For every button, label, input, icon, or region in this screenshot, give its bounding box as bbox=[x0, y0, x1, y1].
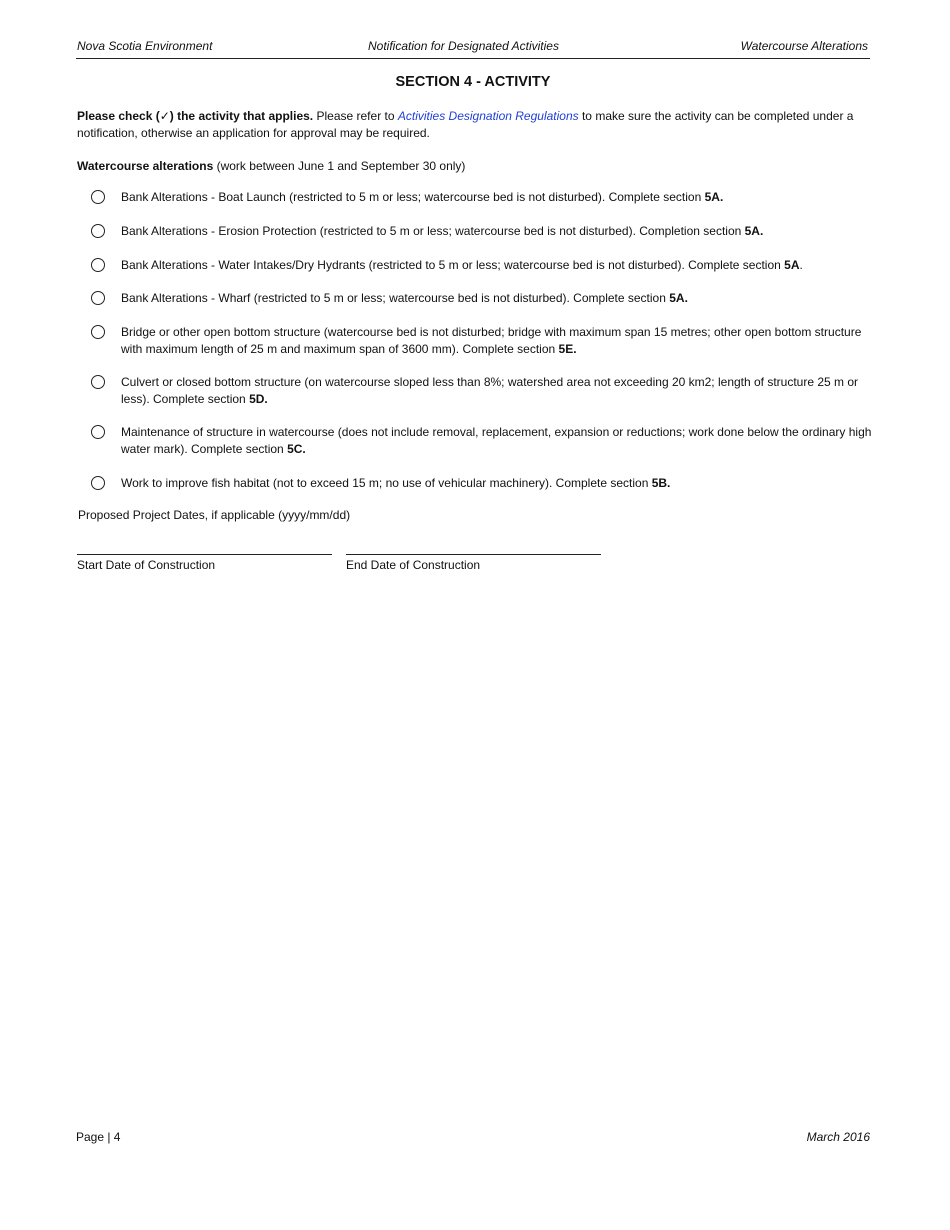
intro-text-before-link: Please refer to bbox=[313, 109, 398, 123]
radio-button[interactable] bbox=[91, 190, 105, 204]
radio-button[interactable] bbox=[91, 224, 105, 238]
radio-button[interactable] bbox=[91, 325, 105, 339]
radio-button[interactable] bbox=[91, 291, 105, 305]
option-label: Maintenance of structure in watercourse (does not include removal, replacement, expansion or reductions; work done below the ordinary high water mark). Complete section 5C. bbox=[121, 425, 872, 456]
start-date-caption: Start Date of Construction bbox=[77, 558, 216, 572]
footer-date: March 2016 bbox=[806, 1130, 870, 1144]
header-topic: Watercourse Alterations bbox=[740, 39, 868, 53]
radio-button[interactable] bbox=[91, 476, 105, 490]
option-label: Bank Alterations - Erosion Protection (restricted to 5 m or less; watercourse bed is not disturbed). Completion section 5A. bbox=[121, 224, 764, 238]
page-header bbox=[76, 38, 870, 59]
intro-instruction: Please check (✓) the activity that applies. bbox=[77, 109, 314, 123]
option-label: Bridge or other open bottom structure (watercourse bed is not disturbed; bridge with maximum span 15 metres; other open bottom structure with maximum length of 25 m and maximum span of 3600 mm). Complete section 5E. bbox=[121, 325, 862, 356]
option-label: Bank Alterations - Boat Launch (restricted to 5 m or less; watercourse bed is not disturbed). Complete section 5A. bbox=[121, 190, 724, 204]
watercourse-label: Watercourse alterations bbox=[77, 159, 214, 173]
watercourse-heading bbox=[77, 159, 465, 173]
radio-button[interactable] bbox=[91, 375, 105, 389]
option-label: Bank Alterations - Water Intakes/Dry Hydrants (restricted to 5 m or less; watercourse bed is not disturbed). Complete section 5A. bbox=[121, 258, 803, 272]
start-date-field[interactable] bbox=[77, 554, 332, 555]
option-label: Culvert or closed bottom structure (on watercourse sloped less than 8%; watershed area not exceeding 20 km2; length of structure 25 m or less). Complete section 5D. bbox=[121, 375, 859, 406]
intro-text-after-link: to make sure the activity can be completed under a notification, otherwise an application for approval may be required. bbox=[77, 109, 854, 140]
radio-button[interactable] bbox=[91, 258, 105, 272]
regulations-link[interactable]: Activities Designation Regulations bbox=[397, 109, 579, 123]
section-title: SECTION 4 - ACTIVITY bbox=[395, 74, 551, 90]
intro-paragraph bbox=[77, 108, 867, 142]
option-label: Bank Alterations - Wharf (restricted to 5 m or less; watercourse bed is not disturbed). Complete section 5A. bbox=[121, 291, 688, 305]
header-form-title: Notification for Designated Activities bbox=[368, 39, 559, 53]
header-org: Nova Scotia Environment bbox=[77, 39, 213, 53]
page-number: Page | 4 bbox=[76, 1130, 121, 1144]
end-date-field[interactable] bbox=[346, 554, 601, 555]
watercourse-note: (work between June 1 and September 30 only) bbox=[213, 159, 466, 173]
end-date-caption: End Date of Construction bbox=[346, 558, 481, 572]
radio-button[interactable] bbox=[91, 425, 105, 439]
option-label: Work to improve fish habitat (not to exceed 15 m; no use of vehicular machinery). Complete section 5B. bbox=[121, 476, 671, 490]
project-dates-label: Proposed Project Dates, if applicable (yyyy/mm/dd) bbox=[78, 508, 351, 522]
